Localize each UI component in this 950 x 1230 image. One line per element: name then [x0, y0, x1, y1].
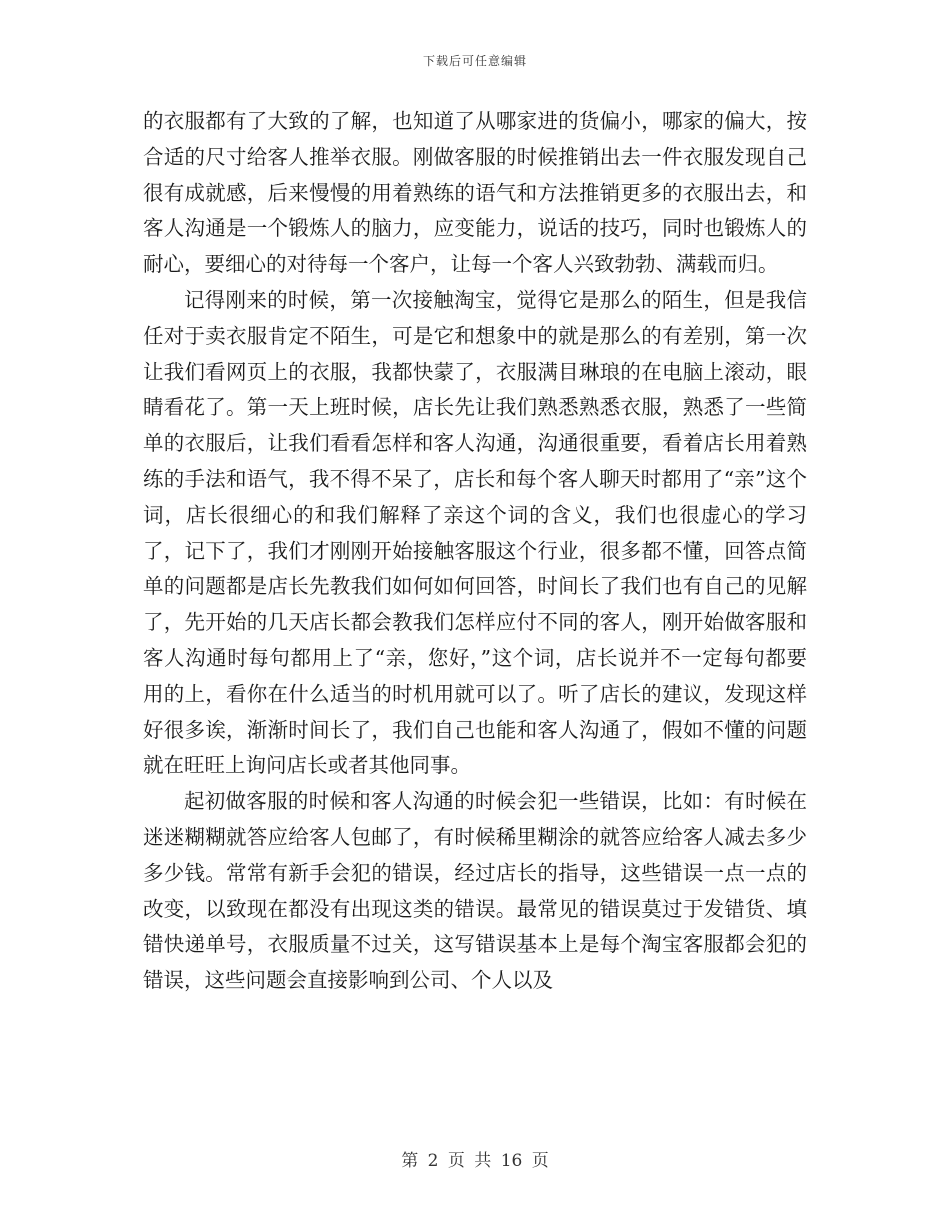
paragraph-first-day: 记得刚来的时候，第一次接触淘宝，觉得它是那么的陌生，但是我信任对于卖衣服肯定不陌生，可是它和想象中的就是那么的有差别，第一次让我们看网页上的衣服，我都快蒙了，衣服满目琳琅的在电脑上滚动，眼睛看花了。第一天上班时候，店长先让我们熟悉熟悉衣服，熟悉了一些简单的衣服后，让我们看看怎样和客人沟通，沟通很重要，看着店长用着熟练的手法和语气，我不得不呆了，店长和每个客人聊天时都用了“亲”这个词，店长很细心的和我们解释了亲这个词的含义，我们也很虚心的学习了，记下了，我们才刚刚开始接触客服这个行业，很多都不懂，回答点简单的问题都是店长先教我们如何如何回答，时间长了我们也有自己的见解了，先开始的几天店长都会教我们怎样应付不同的客人，刚开始做客服和客人沟通时每句都用上了“亲，您好，”这个词，店长说并不一定每句都要用的上，看你在什么适当的时机用就可以了。听了店长的建议，发现这样好很多诶，渐渐时间长了，我们自己也能和客人沟通了，假如不懂的问题就在旺旺上询问店长或者其他同事。: [143, 287, 807, 778]
page-header: 下载后可任意编辑: [422, 54, 527, 68]
paragraph-continuation: 的衣服都有了大致的了解，也知道了从哪家进的货偏小，哪家的偏大，按合适的尺寸给客人推举衣服。刚做客服的时候推销出去一件衣服发现自己很有成就感，后来慢慢的用着熟练的语气和方法推销更多的衣服出去，和客人沟通是一个锻炼人的脑力，应变能力，说话的技巧，同时也锻炼人的耐心，要细心的对待每一个客户，让每一个客人兴致勃勃、满载而归。: [143, 109, 807, 277]
document-body: [143, 104, 807, 999]
page-footer: 第 2 页 共 16 页: [401, 1151, 549, 1171]
paragraph-mistakes: 起初做客服的时候和客人沟通的时候会犯一些错误，比如：有时候在迷迷糊糊就答应给客人包邮了，有时候稀里糊涂的就答应给客人减去多少多少钱。常常有新手会犯的错误，经过店长的指导，这些错误一点一点的改变，以致现在都没有出现这类的错误。最常见的错误莫过于发错货、填错快递单号，衣服质量不过关，这写错误基本上是每个淘宝客服都会犯的错误，这些问题会直接影响到公司、个人以及: [143, 789, 807, 993]
